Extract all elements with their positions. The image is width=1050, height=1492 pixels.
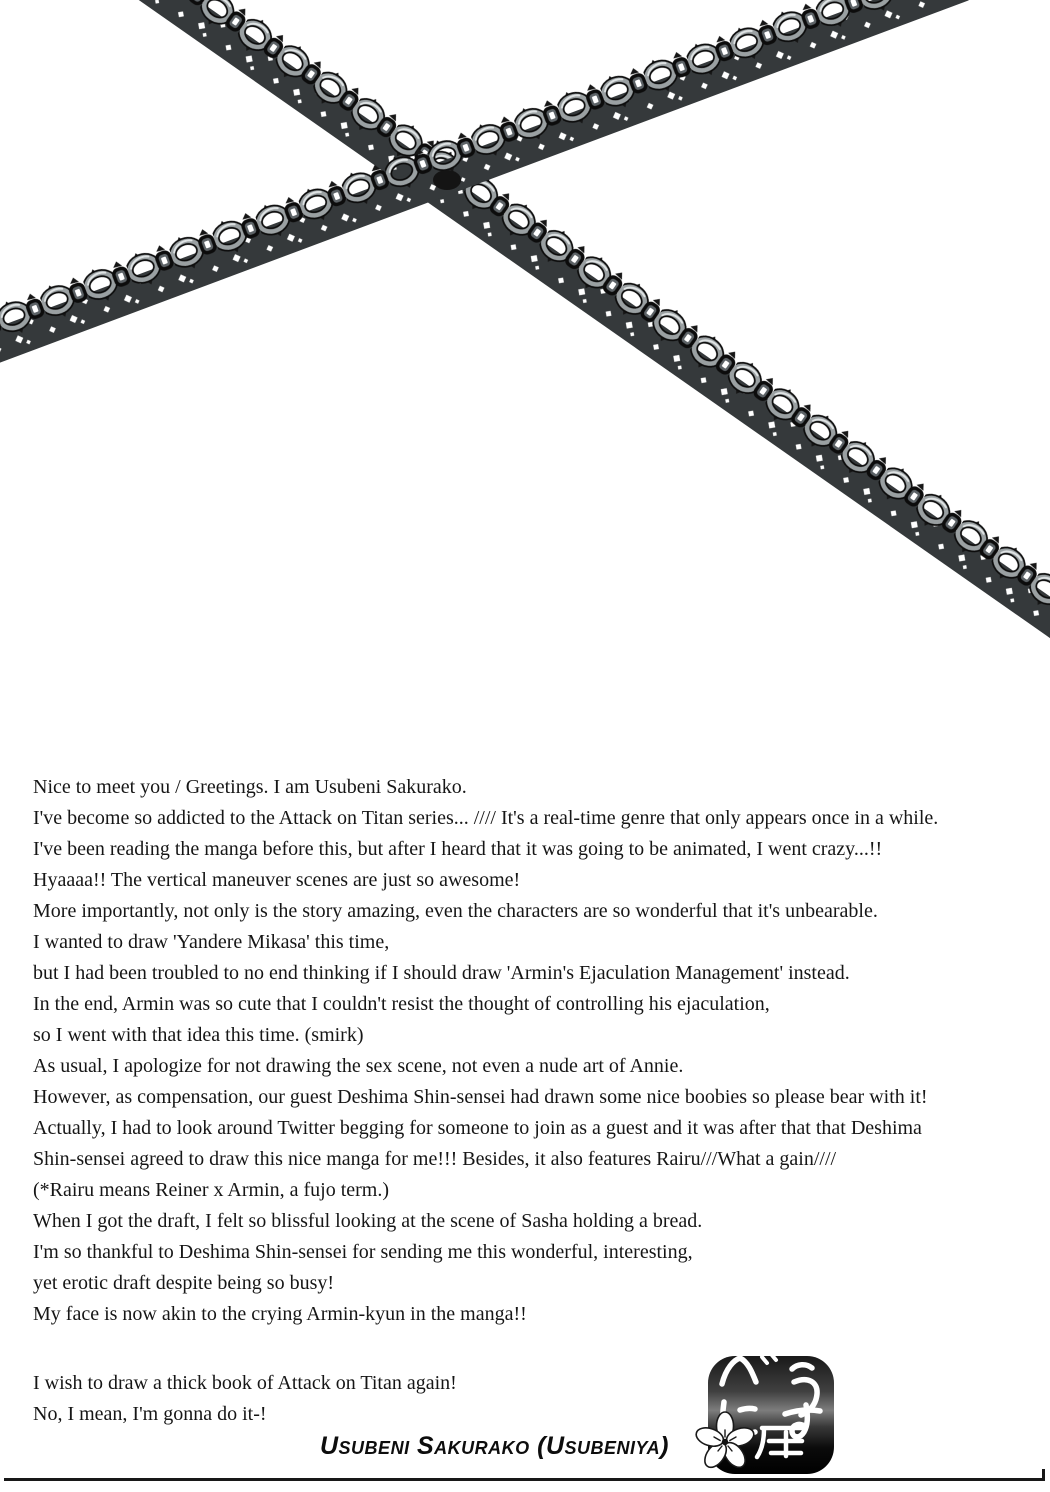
chain-crossing-knot [433,170,461,190]
afterword-line: I've become so addicted to the Attack on Titan series... //// It's a real-time genre that only appears once in a while. [33,807,939,829]
afterword-line: When I got the draft, I felt so blissful looking at the scene of Sasha holding a bread. [33,1210,703,1232]
afterword-line: As usual, I apologize for not drawing the sex scene, not even a nude art of Annie. [33,1055,684,1077]
page-bottom-border [4,1478,1045,1481]
afterword-line: Shin-sensei agreed to draw this nice manga for me!!! Besides, it also features Rairu///What a gain//// [33,1148,837,1170]
afterword-line: However, as compensation, our guest Deshima Shin-sensei had drawn some nice boobies so please bear with it! [33,1086,928,1108]
afterword-line: My face is now akin to the crying Armin-kyun in the manga!! [33,1303,527,1325]
page-border-tick [1042,1469,1045,1481]
crossed-chains-illustration [0,0,1050,680]
author-signature: Usubeni Sakurako (Usubeniya) [320,1432,670,1460]
afterword-line: Hyaaaa!! The vertical maneuver scenes are just so awesome! [33,869,521,891]
afterword-line: I'm so thankful to Deshima Shin-sensei for sending me this wonderful, interesting, [33,1241,693,1263]
afterword-line: but I had been troubled to no end thinking if I should draw 'Armin's Ejaculation Management' instead. [33,962,850,984]
afterword-paragraph-1 [33,772,938,1330]
afterword-line: I've been reading the manga before this, but after I heard that it was going to be animated, I went crazy...!! [33,838,883,860]
afterword-line: (*Rairu means Reiner x Armin, a fujo term.) [33,1179,390,1201]
afterword-text [33,772,938,1430]
usubeniya-logo [672,1344,852,1484]
afterword-line: Nice to meet you / Greetings. I am Usubeni Sakurako. [33,776,467,798]
afterword-line: More importantly, not only is the story amazing, even the characters are so wonderful that it's unbearable. [33,900,878,922]
afterword-line: I wish to draw a thick book of Attack on Titan again! [33,1372,457,1394]
afterword-line: Actually, I had to look around Twitter begging for someone to join as a guest and it was after that that Deshima [33,1117,922,1139]
afterword-line: I wanted to draw 'Yandere Mikasa' this time, [33,931,390,953]
afterword-line: In the end, Armin was so cute that I couldn't resist the thought of controlling his ejaculation, [33,993,770,1015]
afterword-line: so I went with that idea this time. (smirk) [33,1024,364,1046]
afterword-line: No, I mean, I'm gonna do it-! [33,1403,267,1425]
afterword-line: yet erotic draft despite being so busy! [33,1272,335,1294]
